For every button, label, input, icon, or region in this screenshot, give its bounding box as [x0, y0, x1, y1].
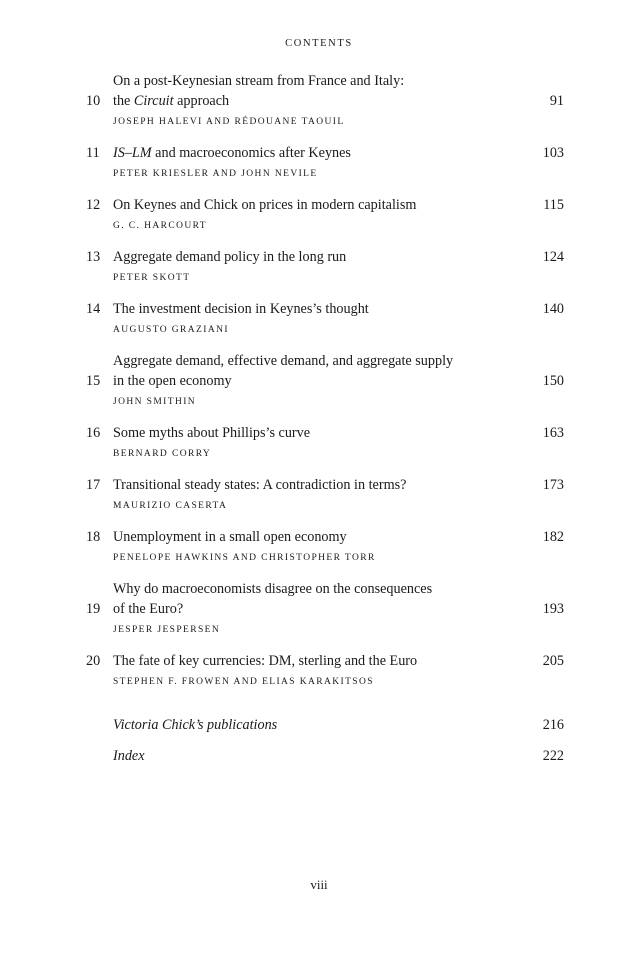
page-ref: 182: [542, 529, 564, 545]
chapter-number: 13: [86, 249, 101, 265]
chapter-title: [113, 579, 528, 619]
page-ref: 222: [542, 748, 564, 764]
back-matter-list: [86, 715, 564, 766]
chapter-title-text: Aggregate demand policy in the long run: [113, 249, 347, 265]
chapter-title-line: [113, 299, 516, 319]
chapter-title: [113, 527, 528, 547]
chapter-title-line: [113, 579, 516, 599]
chapter-author: G. C. HARCOURT: [113, 221, 207, 231]
chapter-author: PETER KRIESLER AND JOHN NEVILE: [113, 169, 318, 179]
chapter-title-text: and macroeconomics after Keynes: [151, 145, 351, 161]
toc-entry: [86, 423, 564, 461]
chapter-author: STEPHEN F. FROWEN AND ELIAS KARAKITSOS: [113, 677, 374, 687]
chapter-title-text: The fate of key currencies: DM, sterling and the Euro: [113, 653, 418, 669]
chapter-list: [86, 71, 564, 689]
chapter-title-text: the: [113, 93, 134, 109]
toc-entry: [86, 195, 564, 233]
toc-entry: [86, 299, 564, 337]
toc-entry: [86, 579, 564, 637]
toc-entry-row: [86, 299, 564, 319]
chapter-number: 19: [86, 601, 101, 617]
chapter-title-text: approach: [173, 93, 230, 109]
toc-entry: [86, 527, 564, 565]
chapter-title-line: [113, 475, 516, 495]
chapter-number: 15: [86, 373, 101, 389]
chapter-title-italic: IS–LM: [113, 145, 152, 161]
page-ref: 140: [542, 301, 564, 317]
toc-entry-row: [86, 195, 564, 215]
chapter-title-text: in the open economy: [113, 373, 232, 389]
chapter-author: MAURIZIO CASERTA: [113, 501, 228, 511]
chapter-number: 14: [86, 301, 101, 317]
chapter-number: 12: [86, 197, 101, 213]
toc-entry-row: [86, 423, 564, 443]
page-ref: 150: [542, 373, 564, 389]
toc-entry-row: [86, 651, 564, 671]
running-header: CONTENTS: [285, 38, 353, 49]
back-matter-title: Victoria Chick’s publications: [113, 717, 278, 733]
toc-entry: [86, 651, 564, 689]
chapter-author: PETER SKOTT: [113, 273, 191, 283]
chapter-author: JOHN SMITHIN: [113, 397, 197, 407]
chapter-title: [113, 143, 528, 163]
chapter-title: [113, 651, 528, 671]
chapter-number: 10: [86, 93, 101, 109]
chapter-title-text: The investment decision in Keynes’s thought: [113, 301, 369, 317]
chapter-title-text: On Keynes and Chick on prices in modern capitalism: [113, 197, 417, 213]
back-matter-entry: [86, 715, 564, 735]
page-ref: 103: [542, 145, 564, 161]
chapter-author: JOSEPH HALEVI AND RÉDOUANE TAOUIL: [113, 117, 345, 127]
chapter-author: PENELOPE HAWKINS AND CHRISTOPHER TORR: [113, 553, 376, 563]
chapter-title: [113, 351, 528, 391]
page-number: viii: [310, 877, 328, 892]
back-matter-entry: [86, 746, 564, 766]
chapter-author: BERNARD CORRY: [113, 449, 212, 459]
toc-entry-row: [86, 527, 564, 547]
chapter-title-text: Aggregate demand, effective demand, and aggregate supply: [113, 353, 454, 369]
chapter-title-text: of the Euro?: [113, 601, 184, 617]
toc-entry-row: [86, 71, 564, 111]
toc-entry: [86, 71, 564, 129]
chapter-title-text: Some myths about Phillips’s curve: [113, 425, 311, 441]
page-ref: 91: [549, 93, 564, 109]
chapter-title: [113, 475, 528, 495]
chapter-title-line: [113, 351, 516, 371]
chapter-number: 16: [86, 425, 101, 441]
toc-entry-row: [86, 579, 564, 619]
chapter-title-line: [113, 599, 516, 619]
chapter-title-text: Why do macroeconomists disagree on the consequences: [113, 581, 433, 597]
chapter-number: 17: [86, 477, 101, 493]
chapter-title: [113, 247, 528, 267]
back-matter-title: Index: [113, 748, 145, 764]
chapter-title-line: [113, 527, 516, 547]
chapter-number: 20: [86, 653, 101, 669]
chapter-title-line: [113, 247, 516, 267]
table-of-contents: [86, 71, 564, 777]
chapter-title: [113, 195, 528, 215]
toc-entry: [86, 475, 564, 513]
toc-entry: [86, 143, 564, 181]
chapter-number: 18: [86, 529, 101, 545]
toc-entry-row: [86, 247, 564, 267]
page-ref: 193: [542, 601, 564, 617]
page-ref: 124: [542, 249, 564, 265]
chapter-title-text: Transitional steady states: A contradiction in terms?: [113, 477, 407, 493]
chapter-author: AUGUSTO GRAZIANI: [113, 325, 229, 335]
chapter-title: [113, 423, 528, 443]
chapter-title-italic: Circuit: [133, 93, 174, 109]
chapter-title-line: [113, 195, 516, 215]
chapter-title: [113, 299, 528, 319]
toc-entry-row: [86, 143, 564, 163]
chapter-title-line: [113, 423, 516, 443]
page-ref: 163: [542, 425, 564, 441]
chapter-number: 11: [86, 145, 100, 161]
chapter-title-line: [113, 143, 516, 163]
chapter-title-line: [113, 91, 516, 111]
page-ref: 205: [542, 653, 564, 669]
chapter-title-text: Unemployment in a small open economy: [113, 529, 347, 545]
page-ref: 216: [542, 717, 564, 733]
chapter-author: JESPER JESPERSEN: [113, 625, 221, 635]
chapter-title-text: On a post-Keynesian stream from France and Italy:: [113, 73, 405, 89]
chapter-title-line: [113, 371, 516, 391]
chapter-title-line: [113, 71, 516, 91]
chapter-title-line: [113, 651, 516, 671]
toc-entry-row: [86, 351, 564, 391]
toc-entry-row: [86, 475, 564, 495]
chapter-title: [113, 71, 528, 111]
toc-entry: [86, 351, 564, 409]
page-ref: 173: [542, 477, 564, 493]
toc-entry: [86, 247, 564, 285]
page-ref: 115: [543, 197, 564, 213]
